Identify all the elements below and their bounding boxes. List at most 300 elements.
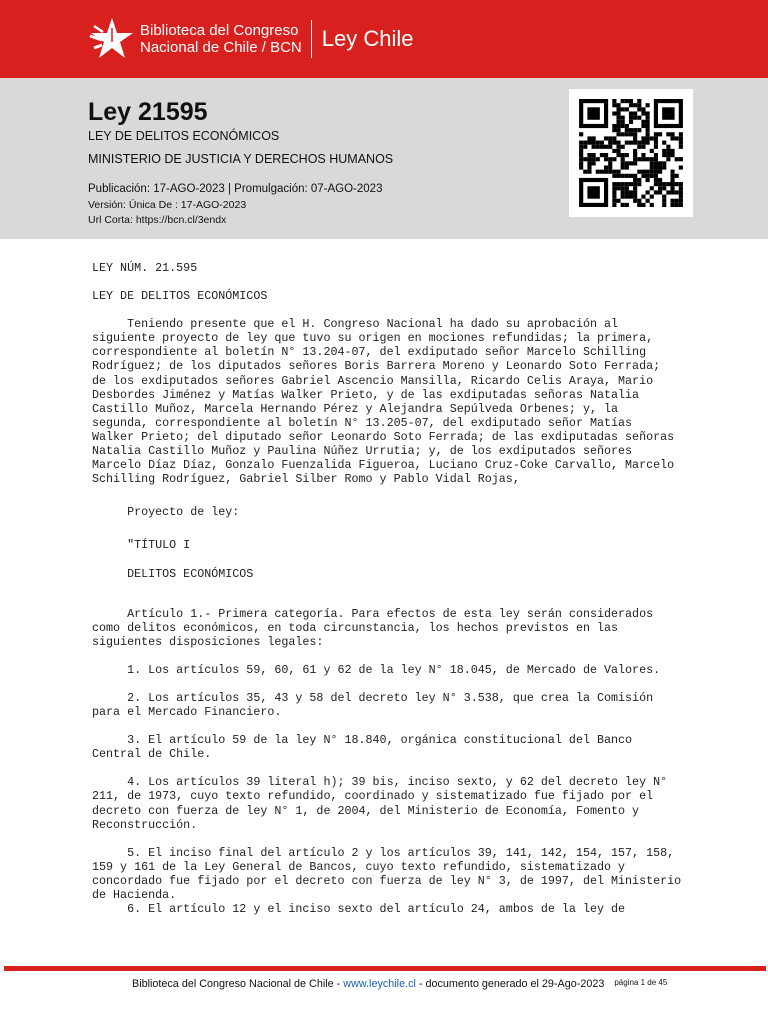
qr-module bbox=[625, 165, 629, 169]
qr-module bbox=[646, 116, 650, 120]
qr-module bbox=[604, 136, 608, 140]
qr-module bbox=[650, 136, 654, 140]
qr-module bbox=[625, 161, 629, 165]
qr-module bbox=[629, 141, 633, 145]
qr-module bbox=[670, 136, 674, 140]
publication-dates: Publicación: 17-AGO-2023 | Promulgación: 07-AGO-2023 bbox=[88, 183, 383, 195]
qr-module bbox=[608, 157, 612, 161]
qr-module bbox=[612, 136, 616, 140]
document-body bbox=[92, 261, 742, 916]
qr-module bbox=[675, 157, 679, 161]
qr-module bbox=[637, 128, 641, 132]
qr-module bbox=[633, 182, 637, 186]
qr-module bbox=[629, 182, 633, 186]
qr-module bbox=[662, 149, 666, 153]
qr-module bbox=[666, 132, 670, 136]
qr-module bbox=[654, 132, 658, 136]
qr-module bbox=[641, 145, 645, 149]
qr-module bbox=[641, 120, 645, 124]
qr-module bbox=[679, 186, 683, 190]
qr-module bbox=[633, 190, 637, 194]
qr-module bbox=[662, 186, 666, 190]
qr-module bbox=[621, 116, 625, 120]
qr-module bbox=[662, 165, 666, 169]
qr-module bbox=[608, 141, 612, 145]
qr-module bbox=[621, 145, 625, 149]
qr-module bbox=[616, 182, 620, 186]
qr-module bbox=[658, 161, 662, 165]
qr-module bbox=[616, 174, 620, 178]
law-title: Ley 21595 bbox=[88, 98, 208, 126]
qr-module bbox=[654, 190, 658, 194]
qr-module bbox=[654, 145, 658, 149]
qr-module bbox=[633, 153, 637, 157]
qr-module bbox=[675, 182, 679, 186]
qr-module bbox=[679, 136, 683, 140]
qr-module bbox=[633, 141, 637, 145]
qr-module bbox=[650, 165, 654, 169]
qr-module bbox=[625, 153, 629, 157]
qr-module bbox=[629, 174, 633, 178]
qr-module bbox=[592, 161, 596, 165]
qr-module bbox=[646, 120, 650, 124]
qr-module bbox=[646, 178, 650, 182]
qr-module bbox=[600, 170, 604, 174]
qr-module bbox=[625, 107, 629, 111]
qr-module bbox=[662, 141, 666, 145]
qr-module bbox=[654, 157, 658, 161]
qr-module bbox=[670, 170, 674, 174]
qr-module bbox=[662, 182, 666, 186]
qr-module bbox=[637, 182, 641, 186]
qr-module bbox=[675, 190, 679, 194]
qr-module bbox=[633, 116, 637, 120]
version-info: Versión: Única De : 17-AGO-2023 bbox=[88, 199, 247, 211]
qr-module bbox=[587, 165, 591, 169]
qr-module bbox=[612, 149, 616, 153]
qr-module bbox=[641, 203, 645, 207]
footer-link[interactable]: www.leychile.cl bbox=[343, 978, 416, 990]
body-paragraph: 6. El artículo 12 y el inciso sexto del artículo 24, ambos de la ley de bbox=[92, 902, 626, 917]
qr-module bbox=[666, 190, 670, 194]
qr-module bbox=[621, 153, 625, 157]
qr-module bbox=[629, 99, 633, 103]
qr-module bbox=[625, 203, 629, 207]
body-paragraph: 4. Los artículos 39 literal h); 39 bis, inciso sexto, y 62 del decreto ley N° 211, de 1973, cuyo texto refundido, coordinado y sistematizado fue fijado por el decreto con fuerza de ley N° 1, de 2004, del Ministerio de Economía, Fomento y Reconstrucción. bbox=[92, 775, 668, 832]
qr-module bbox=[616, 199, 620, 203]
qr-module bbox=[625, 132, 629, 136]
qr-module bbox=[633, 186, 637, 190]
qr-module bbox=[616, 153, 620, 157]
qr-module bbox=[633, 195, 637, 199]
qr-module bbox=[633, 157, 637, 161]
qr-module bbox=[670, 186, 674, 190]
logo-line-1: Biblioteca del Congreso bbox=[140, 22, 299, 39]
qr-module bbox=[587, 153, 591, 157]
qr-module bbox=[621, 157, 625, 161]
qr-module bbox=[579, 145, 583, 149]
qr-module bbox=[633, 103, 637, 107]
qr-module bbox=[583, 170, 587, 174]
qr-module bbox=[592, 157, 596, 161]
qr-module bbox=[616, 120, 620, 124]
qr-module bbox=[679, 199, 683, 203]
qr-module bbox=[675, 199, 679, 203]
qr-module bbox=[679, 145, 683, 149]
body-paragraph: DELITOS ECONÓMICOS bbox=[92, 566, 254, 581]
qr-module bbox=[646, 157, 650, 161]
qr-module bbox=[654, 170, 658, 174]
qr-module bbox=[592, 153, 596, 157]
qr-module bbox=[679, 141, 683, 145]
body-paragraph: Proyecto de ley: bbox=[92, 505, 240, 520]
qr-module bbox=[583, 141, 587, 145]
qr-module bbox=[592, 136, 596, 140]
footer-suffix: - documento generado el 29-Ago-2023 bbox=[415, 978, 605, 990]
logo-divider bbox=[311, 20, 312, 58]
qr-module bbox=[670, 199, 674, 203]
qr-module bbox=[658, 170, 662, 174]
qr-module bbox=[616, 145, 620, 149]
qr-module bbox=[604, 165, 608, 169]
qr-module bbox=[637, 99, 641, 103]
qr-module bbox=[637, 203, 641, 207]
body-paragraph: LEY NÚM. 21.595 bbox=[92, 261, 198, 275]
qr-module bbox=[616, 107, 620, 111]
qr-module bbox=[658, 132, 662, 136]
qr-module bbox=[679, 165, 683, 169]
qr-module bbox=[650, 170, 654, 174]
qr-module bbox=[621, 107, 625, 111]
qr-module bbox=[641, 174, 645, 178]
qr-module bbox=[621, 120, 625, 124]
qr-module bbox=[670, 178, 674, 182]
qr-module bbox=[612, 182, 616, 186]
qr-module bbox=[641, 111, 645, 115]
qr-module bbox=[637, 178, 641, 182]
qr-module bbox=[670, 190, 674, 194]
footer bbox=[132, 978, 667, 990]
qr-module bbox=[633, 132, 637, 136]
qr-module bbox=[629, 128, 633, 132]
footer-divider bbox=[4, 966, 766, 971]
qr-module bbox=[587, 186, 599, 198]
qr-module bbox=[629, 120, 633, 124]
qr-module bbox=[621, 182, 625, 186]
qr-module bbox=[637, 157, 641, 161]
qr-module bbox=[629, 161, 633, 165]
qr-module bbox=[612, 111, 616, 115]
qr-module bbox=[625, 174, 629, 178]
logo-text bbox=[140, 22, 302, 56]
qr-module bbox=[658, 178, 662, 182]
qr-module bbox=[592, 141, 596, 145]
qr-module bbox=[625, 141, 629, 145]
qr-module bbox=[641, 157, 645, 161]
qr-module bbox=[625, 186, 629, 190]
qr-module bbox=[654, 153, 658, 157]
qr-module bbox=[662, 195, 666, 199]
qr-module bbox=[587, 107, 599, 119]
qr-module bbox=[596, 145, 600, 149]
qr-module bbox=[670, 174, 674, 178]
qr-module bbox=[637, 107, 641, 111]
qr-module bbox=[666, 182, 670, 186]
body-paragraph: Teniendo presente que el H. Congreso Nacional ha dado su aprobación al siguiente proyecto de ley que tuvo su origen en mociones refundidas; la primera, correspondiente al boletín N° 13.204-07, del exdiputado señor Marcelo Schilling Rodríguez; de los diputados señores Boris Barrera Moreno y Leonardo Soto Ferrada; de los exdiputados señores Gabriel Ascencio Mansilla, Ricardo Celis Araya, Mario Desbordes Jiménez y Matías Walker Prieto, y de las exdiputadas señoras Natalia Castillo Muñoz, Marcela Hernando Pérez y Alejandra Sepúlveda Orbenes; y, la segunda, correspondiente al boletín N° 13.205-07, del exdiputado señor Matías Walker Prieto; del diputado señor Leonardo Soto Ferrada; de las exdiputadas señoras Natalia Castillo Muñoz y Paulina Núñez Urrutia; y, de los exdiputados señores Marcelo Díaz Díaz, Gonzalo Fuenzalida Figueroa, Luciano Cruz-Coke Carvallo, Marcelo Schilling Rodríguez, Gabriel Silber Romo y Pablo Vidal Rojas, bbox=[92, 317, 675, 487]
qr-module bbox=[616, 111, 620, 115]
qr-module bbox=[608, 145, 612, 149]
qr-module bbox=[616, 186, 620, 190]
qr-module bbox=[612, 128, 616, 132]
qr-module bbox=[633, 174, 637, 178]
qr-module bbox=[621, 174, 625, 178]
qr-module bbox=[579, 165, 583, 169]
bcn-logo[interactable] bbox=[88, 14, 413, 64]
qr-module bbox=[625, 99, 629, 103]
qr-module bbox=[637, 170, 641, 174]
qr-module bbox=[654, 165, 658, 169]
qr-code-icon bbox=[579, 99, 683, 207]
qr-module bbox=[670, 149, 674, 153]
qr-module bbox=[633, 111, 637, 115]
qr-module bbox=[621, 186, 625, 190]
qr-module bbox=[625, 190, 629, 194]
qr-module bbox=[629, 103, 633, 107]
qr-module bbox=[625, 195, 629, 199]
qr-module bbox=[646, 111, 650, 115]
qr-module bbox=[579, 157, 583, 161]
qr-module bbox=[596, 141, 600, 145]
logo-line-2: Nacional de Chile / BCN bbox=[140, 39, 302, 56]
qr-module bbox=[650, 161, 654, 165]
qr-module bbox=[658, 186, 662, 190]
qr-module bbox=[641, 153, 645, 157]
qr-module bbox=[621, 132, 625, 136]
qr-module bbox=[621, 203, 625, 207]
qr-code bbox=[569, 89, 693, 217]
qr-module bbox=[646, 141, 650, 145]
body-paragraph: 2. Los artículos 35, 43 y 58 del decreto ley N° 3.538, que crea la Comisión para el Mercado Financiero. bbox=[92, 690, 654, 720]
qr-module bbox=[604, 157, 608, 161]
qr-module bbox=[616, 103, 620, 107]
qr-module bbox=[625, 124, 629, 128]
footer-prefix: Biblioteca del Congreso Nacional de Chile - bbox=[132, 978, 344, 990]
qr-module bbox=[646, 136, 650, 140]
qr-module bbox=[596, 157, 600, 161]
qr-module bbox=[621, 165, 625, 169]
qr-module bbox=[616, 128, 620, 132]
qr-module bbox=[579, 153, 583, 157]
qr-module bbox=[633, 136, 637, 140]
qr-module bbox=[621, 124, 625, 128]
qr-module bbox=[600, 141, 604, 145]
qr-module bbox=[650, 195, 654, 199]
qr-module bbox=[654, 136, 658, 140]
qr-module bbox=[646, 190, 650, 194]
qr-module bbox=[670, 182, 674, 186]
qr-module bbox=[616, 149, 620, 153]
qr-module bbox=[670, 132, 674, 136]
qr-module bbox=[612, 157, 616, 161]
body-paragraph: "TÍTULO I bbox=[92, 538, 191, 553]
qr-module bbox=[654, 178, 658, 182]
qr-module bbox=[654, 161, 658, 165]
qr-module bbox=[633, 178, 637, 182]
qr-module bbox=[616, 116, 620, 120]
body-paragraph: 1. Los artículos 59, 60, 61 y 62 de la ley N° 18.045, de Mercado de Valores. bbox=[92, 662, 661, 677]
qr-module bbox=[616, 170, 620, 174]
body-paragraph: Artículo 1.- Primera categoría. Para efectos de esta ley serán considerados como delitos económicos, en toda circunstancia, los hechos previstos en las siguientes disposiciones legales: bbox=[92, 606, 654, 649]
qr-module bbox=[616, 141, 620, 145]
qr-module bbox=[670, 153, 674, 157]
qr-module bbox=[633, 128, 637, 132]
qr-module bbox=[612, 141, 616, 145]
qr-module bbox=[650, 186, 654, 190]
qr-module bbox=[612, 199, 616, 203]
qr-module bbox=[679, 190, 683, 194]
qr-module bbox=[600, 153, 604, 157]
qr-module bbox=[579, 141, 583, 145]
qr-module bbox=[621, 190, 625, 194]
law-subtitle: LEY DE DELITOS ECONÓMICOS bbox=[88, 129, 280, 143]
qr-module bbox=[641, 136, 645, 140]
top-banner bbox=[0, 0, 768, 78]
law-ministry: MINISTERIO DE JUSTICIA Y DERECHOS HUMANOS bbox=[88, 152, 394, 166]
qr-module bbox=[629, 132, 633, 136]
qr-module bbox=[650, 203, 654, 207]
qr-module bbox=[592, 145, 596, 149]
qr-module bbox=[646, 199, 650, 203]
qr-module bbox=[679, 157, 683, 161]
body-paragraph: 3. El artículo 59 de la ley N° 18.840, orgánica constitucional del Banco Central de Chile. bbox=[92, 733, 633, 762]
body-paragraph: LEY DE DELITOS ECONÓMICOS bbox=[92, 289, 268, 304]
qr-module bbox=[604, 153, 608, 157]
qr-module bbox=[612, 190, 616, 194]
qr-module bbox=[587, 170, 591, 174]
qr-module bbox=[637, 116, 641, 120]
qr-module bbox=[666, 153, 670, 157]
qr-module bbox=[596, 170, 600, 174]
qr-module bbox=[587, 161, 591, 165]
qr-module bbox=[641, 170, 645, 174]
qr-module bbox=[612, 186, 616, 190]
qr-module bbox=[612, 103, 616, 107]
qr-module bbox=[600, 145, 604, 149]
qr-module bbox=[604, 145, 608, 149]
qr-module bbox=[646, 170, 650, 174]
qr-module bbox=[583, 145, 587, 149]
qr-module bbox=[612, 124, 616, 128]
qr-module bbox=[637, 141, 641, 145]
short-url[interactable]: Url Corta: https://bcn.cl/3endx bbox=[88, 214, 227, 226]
qr-module bbox=[629, 190, 633, 194]
qr-module bbox=[641, 107, 645, 111]
qr-module bbox=[675, 203, 679, 207]
qr-module bbox=[608, 165, 612, 169]
qr-module bbox=[612, 99, 616, 103]
brand-name: Ley Chile bbox=[321, 26, 414, 51]
qr-module bbox=[608, 136, 612, 140]
qr-module bbox=[604, 170, 608, 174]
qr-module bbox=[608, 170, 612, 174]
qr-module bbox=[646, 174, 650, 178]
qr-module bbox=[646, 124, 650, 128]
qr-module bbox=[629, 195, 633, 199]
qr-module bbox=[658, 182, 662, 186]
qr-module bbox=[637, 145, 641, 149]
qr-module bbox=[641, 124, 645, 128]
qr-module bbox=[621, 99, 625, 103]
qr-module bbox=[666, 149, 670, 153]
qr-module bbox=[579, 149, 583, 153]
qr-module bbox=[670, 203, 674, 207]
qr-module bbox=[612, 174, 616, 178]
qr-module bbox=[587, 141, 591, 145]
qr-module bbox=[633, 149, 637, 153]
qr-module bbox=[679, 203, 683, 207]
qr-module bbox=[587, 136, 591, 140]
qr-module bbox=[666, 157, 670, 161]
qr-module bbox=[662, 107, 674, 119]
qr-module bbox=[637, 199, 641, 203]
qr-module bbox=[579, 161, 583, 165]
star-logo-icon bbox=[88, 16, 134, 62]
qr-module bbox=[650, 149, 654, 153]
qr-module bbox=[612, 170, 616, 174]
qr-module bbox=[675, 174, 679, 178]
qr-module bbox=[662, 199, 666, 203]
qr-module bbox=[633, 161, 637, 165]
qr-module bbox=[662, 153, 666, 157]
qr-module bbox=[625, 182, 629, 186]
qr-module bbox=[662, 161, 666, 165]
qr-module bbox=[621, 161, 625, 165]
qr-module bbox=[621, 195, 625, 199]
qr-module bbox=[658, 165, 662, 169]
qr-module bbox=[679, 195, 683, 199]
qr-module bbox=[662, 203, 666, 207]
qr-module bbox=[637, 103, 641, 107]
qr-module bbox=[654, 141, 658, 145]
qr-module bbox=[679, 182, 683, 186]
qr-module bbox=[646, 132, 650, 136]
qr-module bbox=[579, 132, 583, 136]
qr-module bbox=[666, 145, 670, 149]
qr-module bbox=[646, 103, 650, 107]
qr-module bbox=[608, 161, 612, 165]
qr-module bbox=[583, 157, 587, 161]
qr-module bbox=[587, 157, 591, 161]
qr-module bbox=[654, 174, 658, 178]
qr-module bbox=[646, 128, 650, 132]
body-paragraph: 5. El inciso final del artículo 2 y los artículos 39, 141, 142, 154, 157, 158, 159 y 161 de la Ley General de Bancos, cuyo texto refundido, sistematizado y concordado fue fijado por el decreto con fuerza de ley N° 3, de 1997, del Ministerio de Hacienda. bbox=[92, 845, 682, 902]
qr-module bbox=[641, 195, 645, 199]
qr-module bbox=[629, 111, 633, 115]
qr-module bbox=[625, 128, 629, 132]
qr-module bbox=[679, 132, 683, 136]
qr-module bbox=[654, 182, 658, 186]
qr-module bbox=[612, 195, 616, 199]
page-number: página 1 de 45 bbox=[614, 978, 668, 987]
qr-module bbox=[616, 124, 620, 128]
qr-module bbox=[650, 157, 654, 161]
qr-module bbox=[612, 203, 616, 207]
qr-module bbox=[616, 132, 620, 136]
qr-module bbox=[629, 116, 633, 120]
qr-module bbox=[641, 141, 645, 145]
qr-module bbox=[675, 136, 679, 140]
qr-module bbox=[650, 174, 654, 178]
